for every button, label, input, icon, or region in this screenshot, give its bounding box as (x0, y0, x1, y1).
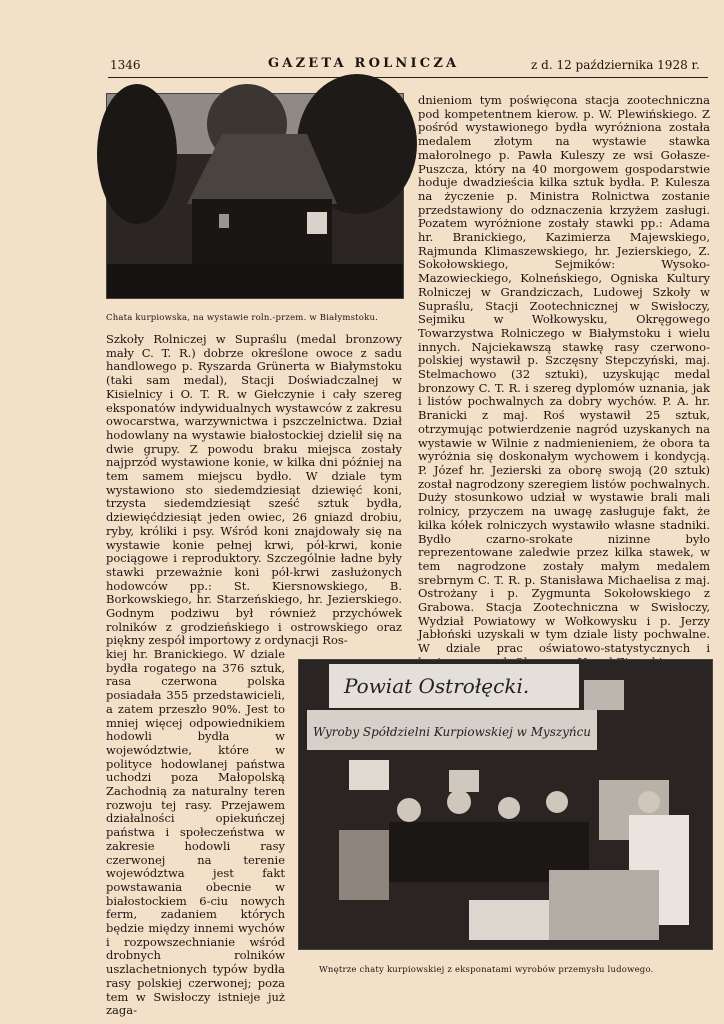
left-column-text (106, 332, 402, 648)
banner-top-text: Powiat Ostrołęcki. (344, 674, 530, 698)
top-photo-caption: Chata kurpiowska, na wystawie roln.-przem. w Białymstoku. (106, 313, 379, 323)
bottom-photo-caption: Wnętrze chaty kurpiowskiej z eksponatami wyrobów przemysłu ludowego. (319, 965, 654, 975)
right-column-text (418, 93, 710, 656)
interior-photo (298, 659, 713, 950)
cottage-photo (106, 93, 404, 299)
page-number: 1346 (110, 58, 141, 72)
left-column-paragraph: Szkoły Rolniczej w Supraślu (medal bronzowy mały C. T. R.) dobrze określone owoce z sadu handlowego p. Ryszarda Grünerta w Białymstoku (taki sam medal), Stacji Doświadczalnej w Kisielnicy i O. T. R. w Giełczynie i cały szereg eksponatów indywidualnych wystawców z zakresu owocarstwa, warzywnictwa i pszczelnictwa. Dział hodowlany na wystawie białostockiej dzielił się na dwie grupy. Z powodu braku miejsca zostały najprzód wystawione konie, w kilka dni później na tem samem miejscu bydło. W dziale tym wystawiono sto siedemdziesiąt dziewięć koni, trzysta siedemdziesiąt sześć sztuk bydła, dziewięćdziesiąt jeden owiec, 26 gniazd drobiu, ryby, króliki i psy. Wśród koni znajdowały się na wystawie konie pełnej krwi, pół-krwi, konie pociągowe i reproduktory. Szczególnie ładne były stawki przeważnie koni pół-krwi zasłużonych hodowców pp.: St. Kiersnowskiego, B. Borkowskiego, hr. Starzeńskiego, hr. Jezierskiego. Godnym podziwu był również przychówek rolników z grodzieńskiego i ostrowskiego oraz piękny zespół importowy z ordynacji Ros- (106, 332, 402, 648)
newspaper-title: GAZETA ROLNICZA (268, 56, 460, 71)
right-column-paragraph: dnieniom tym poświęcona stacja zootechniczna pod kompetentnem kierow. p. W. Plewińskiego. Z pośród wystawionego bydła wyróżniona została medalem złotym na wystawie stawka małorolnego p. Pawła Kuleszy ze wsi Gołasze-Puszcza, który na 40 morgowem gospodarstwie hoduje dwadzieścia kilka sztuk bydła. P. Kulesza na życzenie p. Ministra Rolnictwa zostanie przedstawiony do odznaczenia krzyżem zasługi. Pozatem wyróżnione zostały stawki pp.: Adama hr. Branickiego, Kazimierza Majewskiego, Rajmunda Klimaszewskiego, hr. Jezierskiego, Z. Sokołowskiego, Sejmików: Wysoko-Mazowieckiego, Kolneńskiego, Ogniska Kultury Rolniczej w Grandziczach, Ludowej Szkoły w Supraślu, Stacji Zootechnicznej w Swisłoczy, Sejmiku w Wołkowysku, Okręgowego Towarzystwa Rolniczego w Białymstoku i wielu innych. Najciekawszą stawkę rasy czerwono-polskiej wystawił p. Szczęsny Stepczyński, maj. Stelmachowo (32 sztuki), uzyskując medal bronzowy C. T. R. i szereg dyplomów uznania, jak i listów pochwalnych za dobry wychów. P. A. hr. Branicki z maj. Roś wystawił 25 sztuk, otrzymując potwierdzenie nagród uzyskanych na wystawie w Wilnie z nadmienieniem, że obora ta wyróżnia się doskonałym wychowem i kondycją. P. Józef hr. Jezierski za oborę swoją (20 sztuk) został nagrodzony szeregiem listów pochwalnych. Duży stosunkowo udział w wystawie brali mali rolnicy, przyczem na uwagę zasługuje fakt, że kilka kółek rolniczych wystawiło własne stadniki. Bydło czarno-srokate nizinne było reprezentowane zaledwie przez kilka stawek, w tem nagrodzone zostały małym medalem srebrnym C. T. R. p. Stanisława Michaelisa z maj. Ostrożany i p. Zygmunta Sokołowskiego z Grabowa. Stacja Zootechniczna w Swisłoczy, Wydział Powiatowy w Wołkowysku i p. Jerzy Jabłoński uzyskali w tym dziale listy pochwalne. W dziale prac oświatowo-statystycznych i (418, 93, 710, 656)
banner-bottom-text: Wyroby Spółdzielni Kurpiowskiej w Myszyńcu (313, 725, 591, 739)
header-rule (108, 77, 708, 78)
left-narrow-paragraph: kiej hr. Branickiego. W dziale bydła rogatego na 376 sztuk, rasa czerwona polska posiadała 355 przedstawicieli, a zatem przeszło 90%. Jest to mniej więcej odpowiednikiem hodowli bydła w województwie, które w polityce hodowlanej państwa uchodzi poza Małopolską Zachodnią za naturalny teren rozwoju tej rasy. Przejawem działalności opiekuńczej państwa i społeczeństwa w zakresie hodowli rasy czerwonej na terenie województwa jest fakt powstawania obecnie w białostockiem 6-ciu nowych ferm, zadaniem których będzie między innemi wychów i rozpowszechnianie wśród drobnych rolników uszlachetnionych typów bydła rasy polskiej czerwonej; poza tem w Swisłoczy istnieje już zaga- (106, 647, 285, 1018)
left-narrow-text (106, 647, 285, 1018)
issue-date: z d. 12 października 1928 r. (531, 58, 700, 72)
